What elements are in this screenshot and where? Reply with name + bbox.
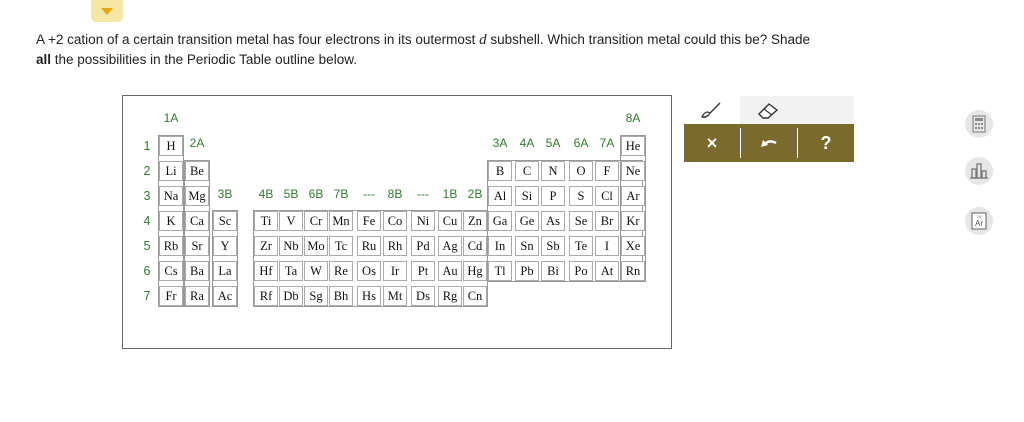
element-cell-h[interactable]: H <box>159 136 183 156</box>
question-part: cation of a certain transition metal has four electrons in its outermost <box>63 32 480 47</box>
element-cell-pt[interactable]: Pt <box>411 261 435 281</box>
element-cell-v[interactable]: V <box>279 211 303 231</box>
element-cell-b[interactable]: B <box>488 161 512 181</box>
element-cell-ca[interactable]: Ca <box>185 211 209 231</box>
group-label: 7B <box>333 187 349 201</box>
element-cell-fr[interactable]: Fr <box>159 286 183 306</box>
element-cell-o[interactable]: O <box>569 161 593 181</box>
element-cell-ge[interactable]: Ge <box>515 211 539 231</box>
subshell-letter: d <box>479 32 487 48</box>
element-cell-f[interactable]: F <box>595 161 619 181</box>
element-cell-br[interactable]: Br <box>595 211 619 231</box>
element-cell-xe[interactable]: Xe <box>621 236 645 256</box>
element-cell-w[interactable]: W <box>304 261 328 281</box>
element-cell-as[interactable]: As <box>541 211 565 231</box>
element-cell-s[interactable]: S <box>569 186 593 206</box>
group-label: 1B <box>442 187 458 201</box>
element-cell-ds[interactable]: Ds <box>411 286 435 306</box>
element-cell-cn[interactable]: Cn <box>463 286 487 306</box>
element-cell-la[interactable]: La <box>213 261 237 281</box>
group-label: 4B <box>258 187 274 201</box>
element-cell-sg[interactable]: Sg <box>304 286 328 306</box>
element-cell-p[interactable]: P <box>541 186 565 206</box>
action-bar <box>684 124 854 162</box>
element-cell-ag[interactable]: Ag <box>438 236 462 256</box>
element-cell-ac[interactable]: Ac <box>213 286 237 306</box>
element-cell-cd[interactable]: Cd <box>463 236 487 256</box>
period-label: 3 <box>143 189 151 203</box>
element-cell-fe[interactable]: Fe <box>357 211 381 231</box>
element-cell-tl[interactable]: Tl <box>488 261 512 281</box>
group-label: 5A <box>545 136 561 150</box>
element-cell-mn[interactable]: Mn <box>329 211 353 231</box>
element-cell-al[interactable]: Al <box>488 186 512 206</box>
element-cell-ra[interactable]: Ra <box>185 286 209 306</box>
element-cell-zn[interactable]: Zn <box>463 211 487 231</box>
emphasis-word: all <box>36 52 52 67</box>
element-cell-li[interactable]: Li <box>159 161 183 181</box>
element-cell-db[interactable]: Db <box>279 286 303 306</box>
element-cell-pd[interactable]: Pd <box>411 236 435 256</box>
element-cell-nb[interactable]: Nb <box>279 236 303 256</box>
element-cell-ba[interactable]: Ba <box>185 261 209 281</box>
group-label: 8B <box>387 187 403 201</box>
element-cell-ga[interactable]: Ga <box>488 211 512 231</box>
group-label: 6B <box>308 187 324 201</box>
group-label: --- <box>417 187 429 201</box>
element-cell-sr[interactable]: Sr <box>185 236 209 256</box>
element-cell-ne[interactable]: Ne <box>621 161 645 181</box>
question-part: the possibilities in the Periodic Table outline below. <box>51 52 357 67</box>
group-label: 3A <box>492 136 508 150</box>
element-cell-pb[interactable]: Pb <box>515 261 539 281</box>
element-cell-mt[interactable]: Mt <box>383 286 407 306</box>
element-cell-mg[interactable]: Mg <box>185 186 209 206</box>
element-cell-si[interactable]: Si <box>515 186 539 206</box>
group-label: 1A <box>163 111 179 125</box>
element-cell-rh[interactable]: Rh <box>383 236 407 256</box>
chevron-down-icon <box>101 8 113 15</box>
element-cell-ar[interactable]: Ar <box>621 186 645 206</box>
drawing-tools <box>684 96 854 124</box>
group-label: 2B <box>467 187 483 201</box>
brush-icon <box>699 100 725 120</box>
element-cell-in[interactable]: In <box>488 236 512 256</box>
period-label: 1 <box>143 139 151 153</box>
element-cell-ni[interactable]: Ni <box>411 211 435 231</box>
table-block-outline <box>184 160 210 307</box>
element-cell-cr[interactable]: Cr <box>304 211 328 231</box>
group-label: 6A <box>573 136 589 150</box>
calculator-button[interactable] <box>962 109 996 139</box>
group-label: 8A <box>625 111 641 125</box>
period-label: 4 <box>143 214 151 228</box>
clear-icon: × <box>706 132 718 153</box>
element-cell-y[interactable]: Y <box>213 236 237 256</box>
clear-button[interactable] <box>684 124 740 162</box>
help-button[interactable] <box>798 124 854 162</box>
element-cell-ir[interactable]: Ir <box>383 261 407 281</box>
undo-button[interactable] <box>741 124 797 162</box>
element-cell-i[interactable]: I <box>595 236 619 256</box>
element-cell-tc[interactable]: Tc <box>329 236 353 256</box>
element-cell-po[interactable]: Po <box>569 261 593 281</box>
shade-tool-button[interactable] <box>684 96 740 124</box>
element-cell-bh[interactable]: Bh <box>329 286 353 306</box>
element-cell-cu[interactable]: Cu <box>438 211 462 231</box>
element-cell-rb[interactable]: Rb <box>159 236 183 256</box>
question-text <box>36 30 936 69</box>
question-part: A <box>36 32 49 47</box>
element-cell-ru[interactable]: Ru <box>357 236 381 256</box>
period-label: 6 <box>143 264 151 278</box>
element-cell-os[interactable]: Os <box>357 261 381 281</box>
collapse-button[interactable] <box>91 0 123 22</box>
periodic-table-button[interactable] <box>962 206 996 236</box>
element-cell-k[interactable]: K <box>159 211 183 231</box>
table-block-outline <box>620 135 646 282</box>
element-cell-se[interactable]: Se <box>569 211 593 231</box>
element-cell-rn[interactable]: Rn <box>621 261 645 281</box>
group-label: 3B <box>217 187 233 201</box>
undo-icon <box>758 135 780 151</box>
element-cell-cs[interactable]: Cs <box>159 261 183 281</box>
calculator-icon <box>964 109 994 139</box>
element-cell-sn[interactable]: Sn <box>515 236 539 256</box>
question-part: subshell. Which transition metal could this be? Shade <box>486 32 811 47</box>
element-cell-rf[interactable]: Rf <box>254 286 278 306</box>
period-label: 2 <box>143 164 151 178</box>
element-number: 18 <box>976 214 982 219</box>
element-cell-te[interactable]: Te <box>569 236 593 256</box>
ion-charge: +2 <box>48 32 64 47</box>
element-cell-ti[interactable]: Ti <box>254 211 278 231</box>
period-label: 5 <box>143 239 151 253</box>
element-cell-cl[interactable]: Cl <box>595 186 619 206</box>
element-cell-co[interactable]: Co <box>383 211 407 231</box>
element-cell-c[interactable]: C <box>515 161 539 181</box>
element-cell-ta[interactable]: Ta <box>279 261 303 281</box>
element-cell-hs[interactable]: Hs <box>357 286 381 306</box>
element-cell-sc[interactable]: Sc <box>213 211 237 231</box>
element-cell-he[interactable]: He <box>621 136 645 156</box>
group-label: --- <box>363 187 375 201</box>
group-label: 2A <box>189 136 205 150</box>
element-cell-hf[interactable]: Hf <box>254 261 278 281</box>
erase-tool-button[interactable] <box>740 96 796 124</box>
group-label: 5B <box>283 187 299 201</box>
element-cell-au[interactable]: Au <box>438 261 462 281</box>
element-cell-mo[interactable]: Mo <box>304 236 328 256</box>
element-cell-at[interactable]: At <box>595 261 619 281</box>
element-cell-re[interactable]: Re <box>329 261 353 281</box>
group-label: 7A <box>599 136 615 150</box>
data-button[interactable] <box>962 156 996 186</box>
help-icon: ? <box>820 132 832 153</box>
element-cell-hg[interactable]: Hg <box>463 261 487 281</box>
element-cell-n[interactable]: N <box>541 161 565 181</box>
element-cell-kr[interactable]: Kr <box>621 211 645 231</box>
element-symbol: Ar <box>975 219 983 228</box>
periodic-table-icon <box>964 206 994 236</box>
group-label: 4A <box>519 136 535 150</box>
element-cell-bi[interactable]: Bi <box>541 261 565 281</box>
element-cell-rg[interactable]: Rg <box>438 286 462 306</box>
element-cell-zr[interactable]: Zr <box>254 236 278 256</box>
period-label: 7 <box>143 289 151 303</box>
tool-panel <box>684 96 854 162</box>
element-cell-be[interactable]: Be <box>185 161 209 181</box>
element-cell-sb[interactable]: Sb <box>541 236 565 256</box>
periodic-table-outline <box>122 95 672 349</box>
eraser-icon <box>755 100 781 120</box>
element-cell-na[interactable]: Na <box>159 186 183 206</box>
bar-chart-icon <box>964 156 994 186</box>
